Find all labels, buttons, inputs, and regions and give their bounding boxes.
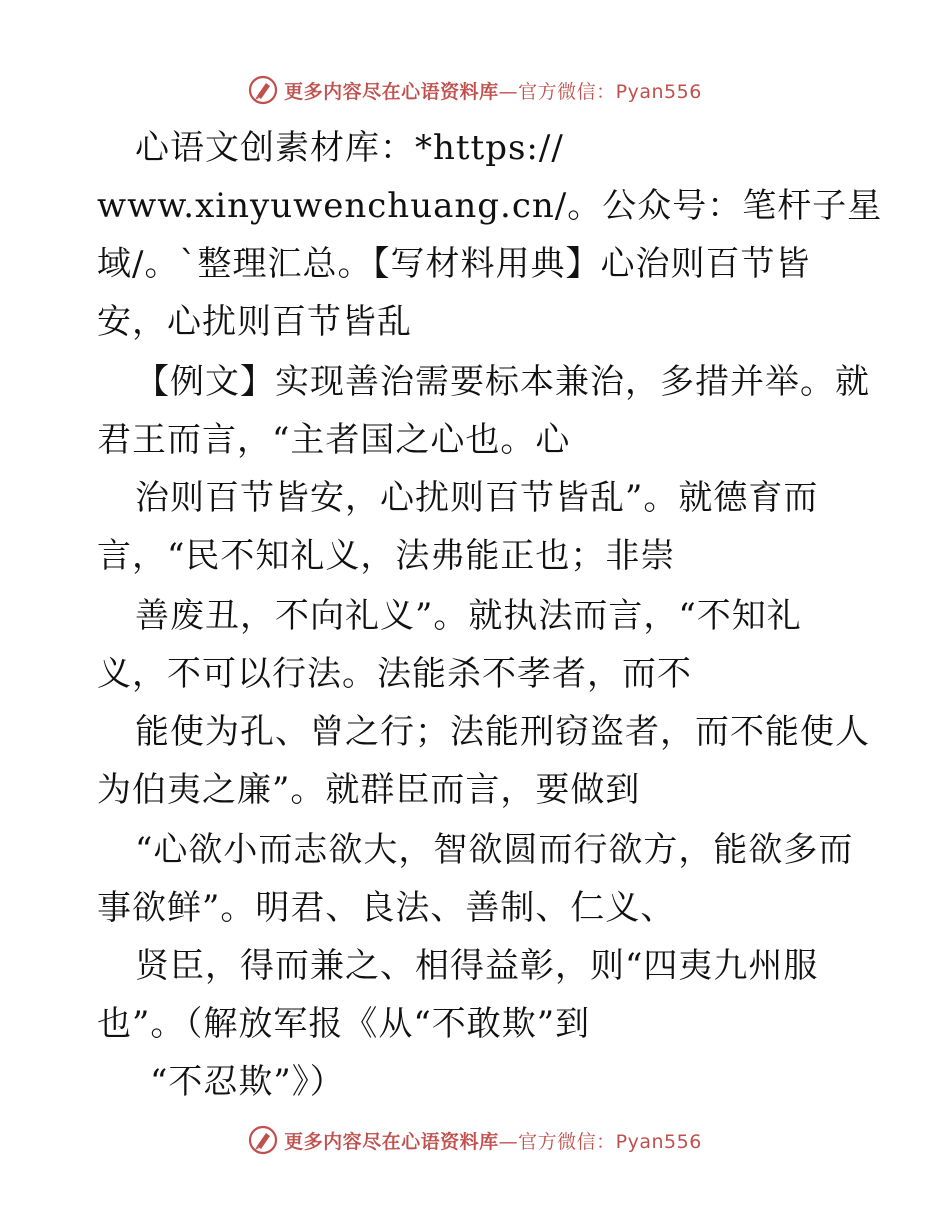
body-line: 为伯夷之廉”。就群臣而言，要做到 (97, 770, 641, 810)
watermark-dash: — (498, 1130, 519, 1153)
body-line: 治则百节皆安，心扰则百节皆乱”。就德育而 (135, 478, 819, 518)
body-line: 善废丑，不向礼义”。就执法而言，“不知礼 (135, 596, 802, 636)
watermark-main-text: 更多内容尽在心语资料库 (284, 80, 499, 103)
body-line: 贤臣，得而兼之、相得益彰，则“四夷九州服 (135, 946, 819, 986)
body-line: 言，“民不知礼义，法弗能正也；非崇 (97, 536, 676, 576)
footer-watermark (0, 1122, 950, 1158)
watermark-text (284, 1127, 702, 1154)
body-line: 君王而言，“主者国之心也。心 (97, 420, 571, 460)
body-line: “心欲小而志欲大，智欲圆而行欲方，能欲多而 (135, 830, 854, 870)
watermark-main-text: 更多内容尽在心语资料库 (284, 1130, 499, 1153)
body-line: 安，心扰则百节皆乱 (97, 302, 412, 342)
pen-nib-logo-icon (248, 75, 278, 105)
body-line: 【例文】实现善治需要标本兼治，多措并举。就 (135, 362, 870, 402)
body-line: www.xinyuwenchuang.cn/。公众号：笔杆子星 (97, 186, 883, 226)
watermark-dash: — (498, 80, 519, 103)
header-watermark (0, 72, 950, 108)
body-line: 心语文创素材库：*https:// (135, 128, 564, 168)
pen-nib-logo-icon (248, 1125, 278, 1155)
body-line: 义，不可以行法。法能杀不孝者，而不 (97, 654, 692, 694)
body-line: 能使为孔、曾之行；法能刑窃盗者，而不能使人 (135, 712, 870, 752)
body-line: 也”。（解放军报《从“不敢欺”到 (97, 1004, 591, 1044)
body-line: “不忍欺”》） (150, 1062, 345, 1102)
watermark-wechat-text: 官方微信：Pyan556 (518, 1130, 702, 1153)
body-line: 域/。`整理汇总。【写材料用典】心治则百节皆 (97, 244, 811, 284)
watermark-wechat-text: 官方微信：Pyan556 (518, 80, 702, 103)
body-line: 事欲鲜”。明君、良法、善制、仁义、 (97, 888, 676, 928)
watermark-text (284, 77, 702, 104)
